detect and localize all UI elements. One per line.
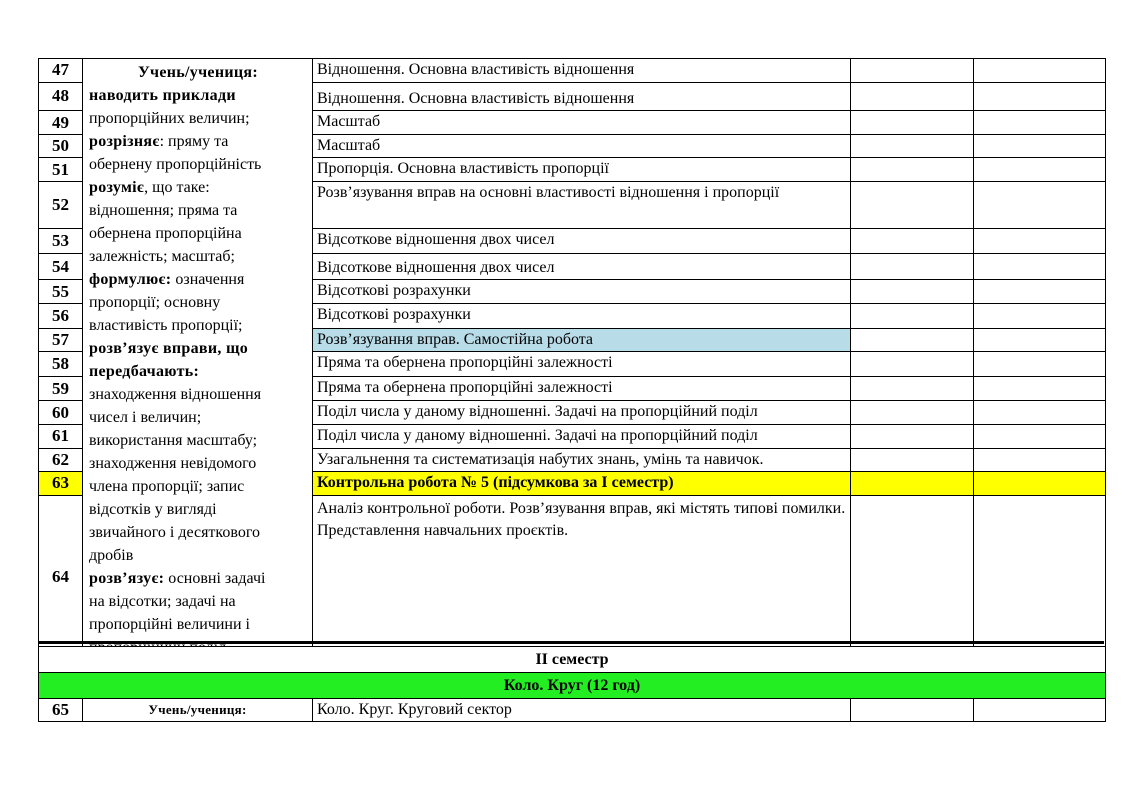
outcome-text: означення — [171, 271, 245, 288]
outcome-text: основні задачі — [164, 570, 266, 587]
date-cell — [851, 182, 974, 229]
note-cell — [974, 401, 1106, 425]
lesson-plan-table — [38, 58, 1106, 660]
note-cell — [974, 229, 1106, 254]
outcome-line — [89, 245, 307, 268]
date-cell — [851, 134, 974, 158]
note-cell — [974, 82, 1106, 111]
table-row — [39, 699, 1106, 722]
outcome-line — [89, 153, 307, 176]
lesson-number: 62 — [39, 448, 83, 472]
lesson-topic: Поділ числа у даному відношенні. Задачі на пропорційний поділ — [313, 401, 851, 425]
outcome-line — [89, 176, 307, 199]
lesson-number: 61 — [39, 425, 83, 449]
lesson-topic: Розв’язування вправ на основні властивості відношення і пропорції — [313, 182, 851, 229]
lesson-topic: Відсоткові розрахунки — [313, 304, 851, 329]
outcome-text: властивість пропорції; — [89, 317, 243, 334]
outcome-line — [89, 590, 307, 613]
outcomes-text — [89, 84, 307, 659]
outcome-line — [89, 291, 307, 314]
section-row — [39, 673, 1106, 699]
outcome-line — [89, 199, 307, 222]
date-cell — [851, 158, 974, 182]
lesson-number: 65 — [39, 699, 83, 722]
lesson-topic: Пропорція. Основна властивість пропорції — [313, 158, 851, 182]
note-cell — [974, 472, 1106, 496]
outcome-text: обернена пропорційна — [89, 225, 242, 242]
section-heading: Коло. Круг (12 год) — [39, 673, 1106, 699]
outcome-line — [89, 429, 307, 452]
lesson-topic: Поділ числа у даному відношенні. Задачі на пропорційний поділ — [313, 425, 851, 449]
semester-row — [39, 647, 1106, 673]
date-cell — [851, 229, 974, 254]
note-cell — [974, 495, 1106, 659]
learning-outcomes-cell — [83, 59, 313, 660]
lesson-number: 52 — [39, 182, 83, 229]
lesson-number: 57 — [39, 328, 83, 352]
lesson-topic: Відсоткове відношення двох чисел — [313, 253, 851, 280]
lesson-number: 47 — [39, 59, 83, 83]
note-cell — [974, 182, 1106, 229]
note-cell — [974, 699, 1106, 722]
outcome-text: звичайного і десяткового — [89, 524, 260, 541]
outcomes-heading: Учень/учениця: — [83, 699, 313, 722]
lesson-topic: Масштаб — [313, 134, 851, 158]
date-cell — [851, 59, 974, 83]
outcome-text: на відсотки; задачі на — [89, 593, 236, 610]
date-cell — [851, 253, 974, 280]
outcome-line — [89, 544, 307, 567]
outcome-text: пропорційних величин; — [89, 110, 250, 127]
outcome-text: пропорції; основну — [89, 294, 221, 311]
lesson-number: 48 — [39, 82, 83, 111]
outcome-keyword: формулює: — [89, 271, 172, 288]
outcome-line — [89, 360, 307, 383]
double-separator-line — [38, 641, 1104, 644]
outcome-line — [89, 268, 307, 291]
date-cell — [851, 425, 974, 449]
outcome-text: пропорційні величини і — [89, 616, 250, 633]
lesson-topic: Пряма та обернена пропорційні залежності — [313, 352, 851, 377]
lesson-topic: Відношення. Основна властивість відношення — [313, 82, 851, 111]
lesson-number: 49 — [39, 111, 83, 135]
note-cell — [974, 59, 1106, 83]
date-cell — [851, 280, 974, 304]
second-semester-table — [38, 646, 1106, 722]
lesson-topic: Контрольна робота № 5 (підсумкова за І семестр) — [313, 472, 851, 496]
outcome-line — [89, 314, 307, 337]
outcome-keyword: розв’язує: — [89, 570, 165, 587]
date-cell — [851, 401, 974, 425]
outcome-keyword: розрізняє — [89, 133, 160, 150]
outcomes-heading: Учень/учениця: — [138, 64, 258, 81]
outcome-line — [89, 521, 307, 544]
lesson-topic: Коло. Круг. Круговий сектор — [313, 699, 851, 722]
outcome-text: чисел і величин; — [89, 409, 202, 426]
lesson-number: 54 — [39, 253, 83, 280]
lesson-number: 59 — [39, 376, 83, 401]
note-cell — [974, 253, 1106, 280]
outcome-line — [89, 84, 307, 107]
outcome-text: дробів — [89, 547, 134, 564]
lesson-number: 50 — [39, 134, 83, 158]
date-cell — [851, 699, 974, 722]
outcome-text: члена пропорції; запис — [89, 478, 245, 495]
outcome-text: використання масштабу; — [89, 432, 258, 449]
date-cell — [851, 495, 974, 659]
lesson-topic: Масштаб — [313, 111, 851, 135]
note-cell — [974, 376, 1106, 401]
outcome-line — [89, 222, 307, 245]
outcome-keyword: передбачають: — [89, 363, 200, 380]
note-cell — [974, 158, 1106, 182]
outcome-keyword: розв’язує вправи, що — [89, 340, 249, 357]
outcome-line — [89, 406, 307, 429]
date-cell — [851, 328, 974, 352]
outcome-text: обернену пропорційність — [89, 156, 262, 173]
outcome-text: знаходження відношення — [89, 386, 262, 403]
note-cell — [974, 304, 1106, 329]
outcome-line — [89, 383, 307, 406]
semester-heading: ІІ семестр — [39, 647, 1106, 673]
lesson-number: 53 — [39, 229, 83, 254]
outcome-line — [89, 475, 307, 498]
outcome-text: залежність; масштаб; — [89, 248, 235, 265]
lesson-topic: Пряма та обернена пропорційні залежності — [313, 376, 851, 401]
date-cell — [851, 376, 974, 401]
lesson-number: 58 — [39, 352, 83, 377]
note-cell — [974, 328, 1106, 352]
lesson-topic: Відсоткові розрахунки — [313, 280, 851, 304]
lesson-number: 56 — [39, 304, 83, 329]
outcome-text: , що таке: — [144, 179, 210, 196]
lesson-number: 55 — [39, 280, 83, 304]
lesson-number: 63 — [39, 472, 83, 496]
outcome-line — [89, 498, 307, 521]
outcome-keyword: наводить приклади — [89, 87, 236, 104]
lesson-number: 60 — [39, 401, 83, 425]
note-cell — [974, 352, 1106, 377]
note-cell — [974, 448, 1106, 472]
outcome-keyword: розуміє — [89, 179, 145, 196]
outcome-line — [89, 337, 307, 360]
outcome-line — [89, 613, 307, 636]
lesson-topic: Розв’язування вправ. Самостійна робота — [313, 328, 851, 352]
outcome-text: відсотків у вигляді — [89, 501, 217, 518]
date-cell — [851, 304, 974, 329]
lesson-topic: Узагальнення та систематизація набутих знань, умінь та навичок. — [313, 448, 851, 472]
date-cell — [851, 352, 974, 377]
note-cell — [974, 280, 1106, 304]
lesson-topic: Відсоткове відношення двох чисел — [313, 229, 851, 254]
note-cell — [974, 134, 1106, 158]
lesson-number: 64 — [39, 495, 83, 659]
note-cell — [974, 111, 1106, 135]
date-cell — [851, 111, 974, 135]
outcome-text: відношення; пряма та — [89, 202, 238, 219]
table-row — [39, 59, 1106, 83]
date-cell — [851, 448, 974, 472]
outcome-line — [89, 107, 307, 130]
lesson-topic: Відношення. Основна властивість відношення — [313, 59, 851, 83]
date-cell — [851, 82, 974, 111]
outcome-line — [89, 130, 307, 153]
note-cell — [974, 425, 1106, 449]
outcome-line — [89, 452, 307, 475]
outcome-text: : пряму та — [159, 133, 229, 150]
lesson-number: 51 — [39, 158, 83, 182]
outcome-text: знаходження невідомого — [89, 455, 257, 472]
date-cell — [851, 472, 974, 496]
lesson-topic: Аналіз контрольної роботи. Розв’язування вправ, які містять типові помилки. Представлення навчальних проєктів. — [313, 495, 851, 659]
outcome-line — [89, 567, 307, 590]
